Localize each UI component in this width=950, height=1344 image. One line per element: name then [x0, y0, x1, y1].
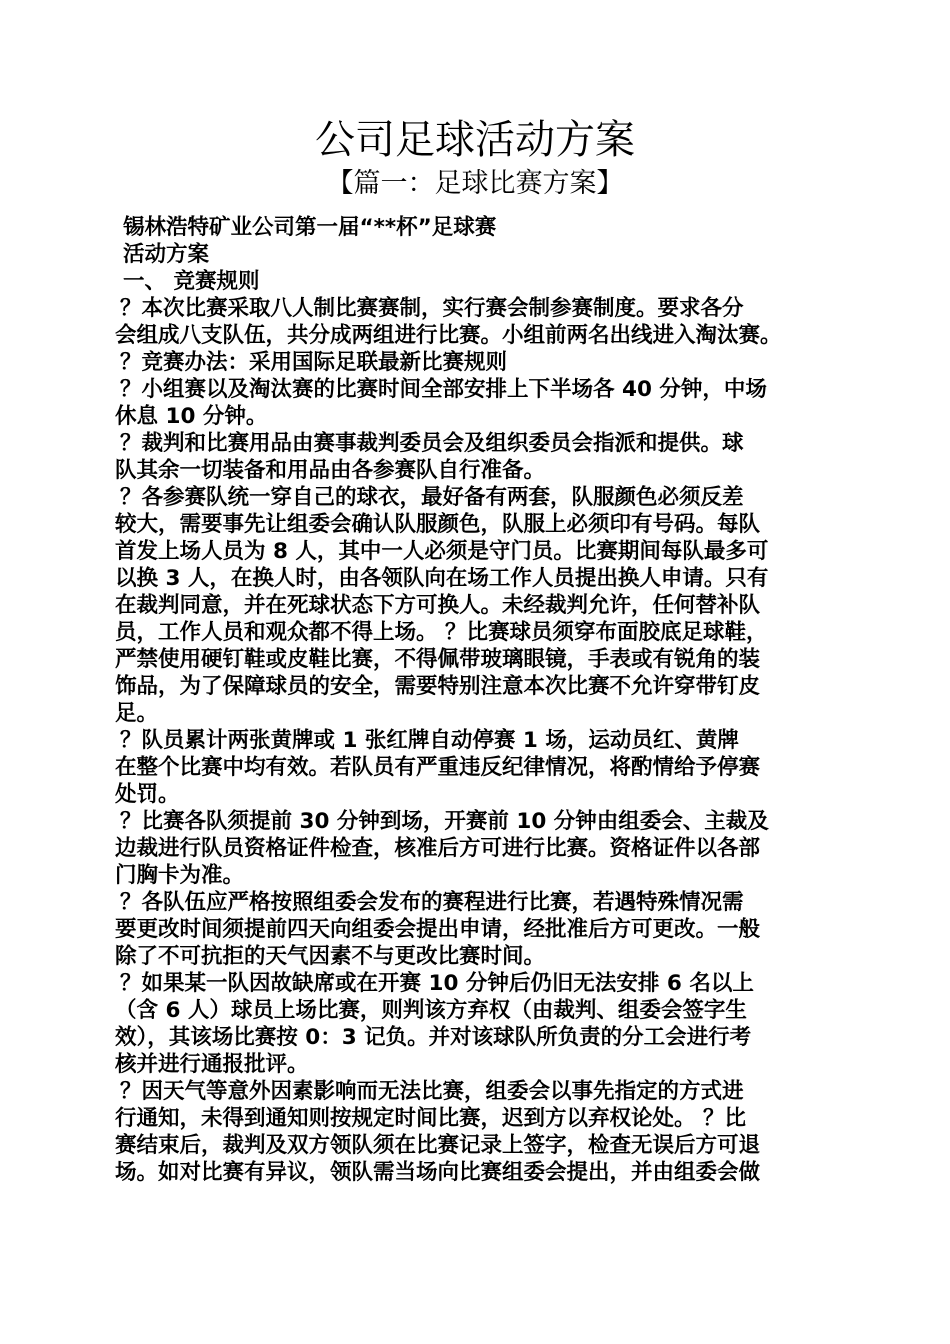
text-line: ？各参赛队统一穿自己的球衣，最好备有两套，队服颜色必须反差 — [120, 485, 744, 510]
text-line: 效），其该场比赛按 0：3 记负。并对该球队所负责的分工会进行考 — [115, 1025, 752, 1050]
text-line: 休息 10 分钟。 — [115, 404, 268, 429]
text-line: 首发上场人员为 8 人，其中一人必须是守门员。比赛期间每队最多可 — [115, 539, 769, 564]
document-subtitle: 【篇一：足球比赛方案】 — [326, 168, 624, 199]
event-heading: 锡林浩特矿业公司第一届“**杯”足球赛 — [123, 215, 497, 240]
text-line: 在裁判同意，并在死球状态下方可换人。未经裁判允许，任何替补队 — [115, 593, 761, 618]
text-line: ？竞赛办法：采用国际足联最新比赛规则 — [120, 350, 508, 375]
document-title: 公司足球活动方案 — [315, 117, 635, 163]
text-line: （含 6 人）球员上场比赛，则判该方弃权（由裁判、组委会签字生 — [115, 998, 747, 1023]
text-line: ？各队伍应严格按照组委会发布的赛程进行比赛，若遇特殊情况需 — [120, 890, 744, 915]
text-line: 要更改时间须提前四天向组委会提出申请，经批准后方可更改。一般 — [115, 917, 761, 942]
text-line: 员，工作人员和观众都不得上场。 ？比赛球员须穿布面胶底足球鞋， — [115, 620, 768, 645]
text-line: 足。 — [115, 701, 159, 726]
text-line: 在整个比赛中均有效。若队员有严重违反纪律情况，将酌情给予停赛 — [115, 755, 761, 780]
text-line: 以换 3 人，在换人时，由各领队向在场工作人员提出换人申请。只有 — [115, 566, 769, 591]
text-line: ？队员累计两张黄牌或 1 张红牌自动停赛 1 场，运动员红、黄牌 — [120, 728, 739, 753]
plan-heading: 活动方案 — [123, 242, 210, 267]
text-line: ？本次比赛采取八人制比赛赛制，实行赛会制参赛制度。要求各分 — [120, 296, 744, 321]
text-line: 核并进行通报批评。 — [115, 1052, 309, 1077]
text-line: 行通知，未得到通知则按规定时间比赛，迟到方以弃权论处。 ？比 — [115, 1106, 746, 1131]
text-line: 队其余一切装备和用品由各参赛队自行准备。 — [115, 458, 546, 483]
text-line: 会组成八支队伍，共分成两组进行比赛。小组前两名出线进入淘汰赛。 — [115, 323, 782, 348]
text-line: 除了不可抗拒的天气因素不与更改比赛时间。 — [115, 944, 546, 969]
text-line: 赛结束后，裁判及双方领队须在比赛记录上签字，检查无误后方可退 — [115, 1133, 761, 1158]
text-line: ？如果某一队因故缺席或在开赛 10 分钟后仍旧无法安排 6 名以上 — [120, 971, 754, 996]
text-line: ？小组赛以及淘汰赛的比赛时间全部安排上下半场各 40 分钟，中场 — [120, 377, 767, 402]
text-line: 场。如对比赛有异议，领队需当场向比赛组委会提出，并由组委会做 — [115, 1160, 761, 1185]
text-line: 较大，需要事先让组委会确认队服颜色，队服上必须印有号码。每队 — [115, 512, 761, 537]
text-line: 处罚。 — [115, 782, 180, 807]
text-line: ？比赛各队须提前 30 分钟到场，开赛前 10 分钟由组委会、主裁及 — [120, 809, 769, 834]
text-line: ？裁判和比赛用品由赛事裁判委员会及组织委员会指派和提供。球 — [120, 431, 744, 456]
text-line: 门胸卡为准。 — [115, 863, 245, 888]
text-line: 饰品，为了保障球员的安全，需要特别注意本次比赛不允许穿带钉皮 — [115, 674, 761, 699]
section-heading: 一、 竞赛规则 — [123, 269, 260, 294]
text-line: 严禁使用硬钉鞋或皮鞋比赛，不得佩带玻璃眼镜，手表或有锐角的装 — [115, 647, 761, 672]
text-line: ？因天气等意外因素影响而无法比赛，组委会以事先指定的方式进 — [120, 1079, 744, 1104]
text-line: 边裁进行队员资格证件检查，核准后方可进行比赛。资格证件以各部 — [115, 836, 761, 861]
document-body — [115, 214, 850, 1186]
